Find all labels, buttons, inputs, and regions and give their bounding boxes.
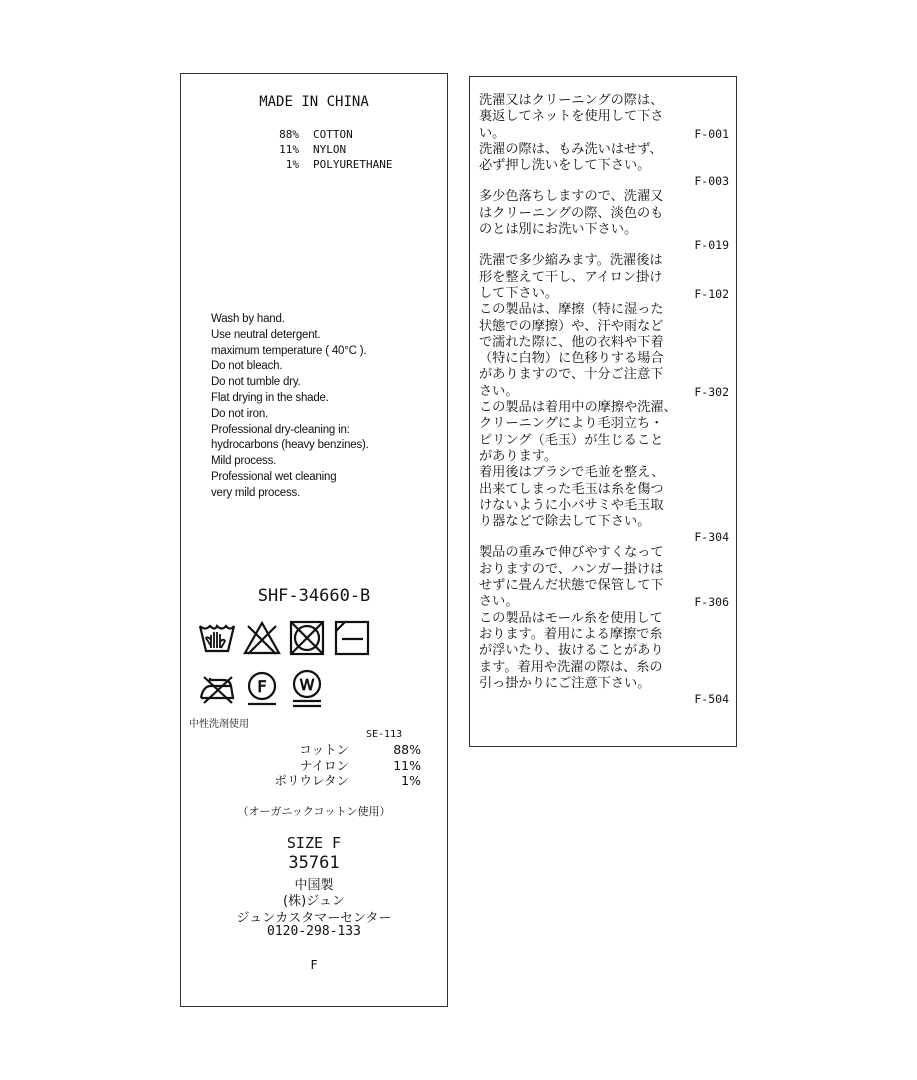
note-code: F-019	[694, 238, 729, 253]
note-line: この製品は着用中の摩擦や洗濯、	[479, 400, 677, 416]
fiber-row	[181, 773, 447, 789]
fiber-name: POLYURETHANE	[313, 158, 393, 171]
note-line: （特に白物）に色移りする場合	[479, 351, 664, 367]
svg-text:F: F	[257, 677, 267, 696]
note-line: ピリング（毛玉）が生じること	[479, 432, 664, 448]
note-line: おります。着用による摩擦で糸	[479, 626, 663, 642]
size-text: SIZE F	[286, 834, 342, 852]
care-line: Professional dry-cleaning in:	[211, 423, 350, 436]
note-line: せずに畳んだ状態で保管して下	[479, 578, 664, 594]
left-care-label	[180, 73, 448, 1007]
do-not-iron-icon	[197, 668, 237, 708]
care-notes-jp	[479, 93, 729, 707]
made-in-text: MADE IN CHINA	[259, 94, 369, 110]
origin-text: 中国製	[294, 878, 334, 893]
se-code: SE-113	[366, 729, 403, 740]
detergent-note: 中性洗剤使用	[189, 719, 249, 730]
note-code: F-003	[694, 174, 729, 189]
care-instructions-en	[211, 312, 441, 502]
fiber-row	[181, 142, 447, 157]
note-line: この製品は、摩擦（特に湿った	[479, 302, 664, 318]
product-code: SHF-34660-B	[257, 586, 371, 606]
note-line: 着用後はブラシで毛並を整え、	[479, 465, 665, 481]
note-line: がありますので、十分ご注意下	[479, 367, 664, 383]
company-name: (株)ジュン	[283, 894, 345, 909]
care-line: Flat drying in the shade.	[211, 391, 329, 404]
fiber-row	[181, 758, 447, 774]
fiber-name: NYLON	[313, 143, 347, 156]
customer-center: ジュンカスタマーセンター	[236, 911, 392, 926]
care-line: hydrocarbons (heavy benzines).	[211, 439, 369, 452]
note-line: のとは別にお洗い下さい。	[479, 222, 638, 238]
fiber-row	[181, 127, 447, 142]
size-mark: F	[310, 958, 318, 972]
fiber-percent: 88%	[279, 128, 299, 141]
fiber-percent: 11%	[393, 757, 421, 773]
note-line: おりますので、ハンガー掛けは	[479, 561, 664, 577]
note-line: 洗濯又はクリーニングの際は、	[479, 93, 664, 108]
note-line: があります。	[479, 448, 558, 464]
note-line: 状態での摩擦）や、汗や雨など	[479, 318, 664, 334]
note-line: 必ず押し洗いをして下さい。	[479, 158, 651, 174]
note-line: けないように小バサミや毛玉取	[479, 497, 664, 513]
fiber-percent: 11%	[279, 143, 299, 156]
note-line: 多少色落ちしますので、洗濯又	[479, 189, 664, 205]
fiber-list-jp	[181, 742, 447, 789]
note-line	[479, 384, 729, 400]
care-line: Use neutral detergent.	[211, 328, 321, 341]
note-line: が浮いたり、抜けることがあり	[479, 643, 664, 659]
care-symbols-row	[197, 668, 332, 708]
do-not-tumble-dry-icon	[287, 618, 327, 658]
fiber-percent: 88%	[393, 742, 421, 757]
fiber-name: COTTON	[313, 128, 353, 141]
note-line: はクリーニングの際、淡色のも	[479, 205, 664, 221]
note-code: F-001	[694, 126, 729, 141]
note-line: 洗濯で多少縮みます。洗濯後は	[479, 253, 663, 269]
note-code: F-504	[694, 692, 729, 707]
note-line: 洗濯の際は、もみ洗いはせず、	[479, 141, 663, 157]
care-line: Do not bleach.	[211, 360, 283, 373]
note-line: ます。着用や洗濯の際は、糸の	[479, 659, 663, 675]
note-line: 裏返してネットを使用して下さ	[479, 109, 664, 125]
svg-text:W: W	[299, 676, 315, 694]
note-line: この製品はモール糸を使用して	[479, 610, 663, 626]
fiber-name: ナイロン	[299, 757, 349, 773]
fiber-list-en	[181, 127, 447, 172]
care-line: maximum temperature ( 40°C ).	[211, 344, 367, 357]
note-text: して下さい。	[479, 285, 559, 301]
dry-clean-f-mild-icon	[242, 668, 282, 708]
note-code: F-102	[694, 286, 729, 301]
care-line: Mild process.	[211, 455, 277, 468]
note-line: クリーニングにより毛羽立ち・	[479, 416, 664, 432]
organic-cotton-note: （オーガニックコットン使用）	[237, 805, 391, 818]
right-care-label	[469, 76, 737, 747]
fiber-percent: 1%	[401, 773, 421, 788]
care-line: Professional wet cleaning	[211, 470, 337, 483]
note-line: で濡れた際に、他の衣料や下着	[479, 334, 664, 350]
care-line: Do not iron.	[211, 407, 269, 420]
note-line	[479, 286, 729, 302]
note-text: さい。	[479, 383, 519, 399]
note-text: さい。	[479, 594, 519, 610]
note-code: F-302	[694, 384, 729, 399]
phone-number: 0120-298-133	[267, 924, 361, 939]
fiber-percent: 1%	[285, 158, 299, 171]
do-not-bleach-icon	[242, 618, 282, 658]
care-symbols-row	[197, 618, 377, 658]
note-line: 引っ掛かりにご注意下さい。	[479, 675, 651, 691]
care-line: Do not tumble dry.	[211, 376, 301, 389]
note-line	[479, 126, 729, 142]
note-code: F-306	[694, 595, 729, 610]
care-line: very mild process.	[211, 486, 301, 499]
care-line: Wash by hand.	[211, 313, 285, 325]
lot-number: 35761	[288, 853, 340, 873]
fiber-name: ポリウレタン	[274, 773, 349, 788]
fiber-name: コットン	[299, 742, 349, 757]
fiber-row	[181, 742, 447, 758]
note-line: 出来てしまった毛玉は糸を傷つ	[479, 481, 664, 497]
note-line	[479, 594, 729, 610]
note-line: り器などで除去して下さい。	[479, 514, 651, 530]
wet-clean-w-very-mild-icon	[287, 668, 327, 708]
note-line: 形を整えて干し、アイロン掛け	[479, 269, 663, 285]
fiber-row	[181, 157, 447, 172]
hand-wash-40-icon	[197, 618, 237, 658]
flat-dry-shade-icon	[332, 618, 372, 658]
note-code: F-304	[694, 530, 729, 545]
note-text: い。	[479, 125, 506, 141]
note-line: 製品の重みで伸びやすくなって	[479, 545, 664, 561]
